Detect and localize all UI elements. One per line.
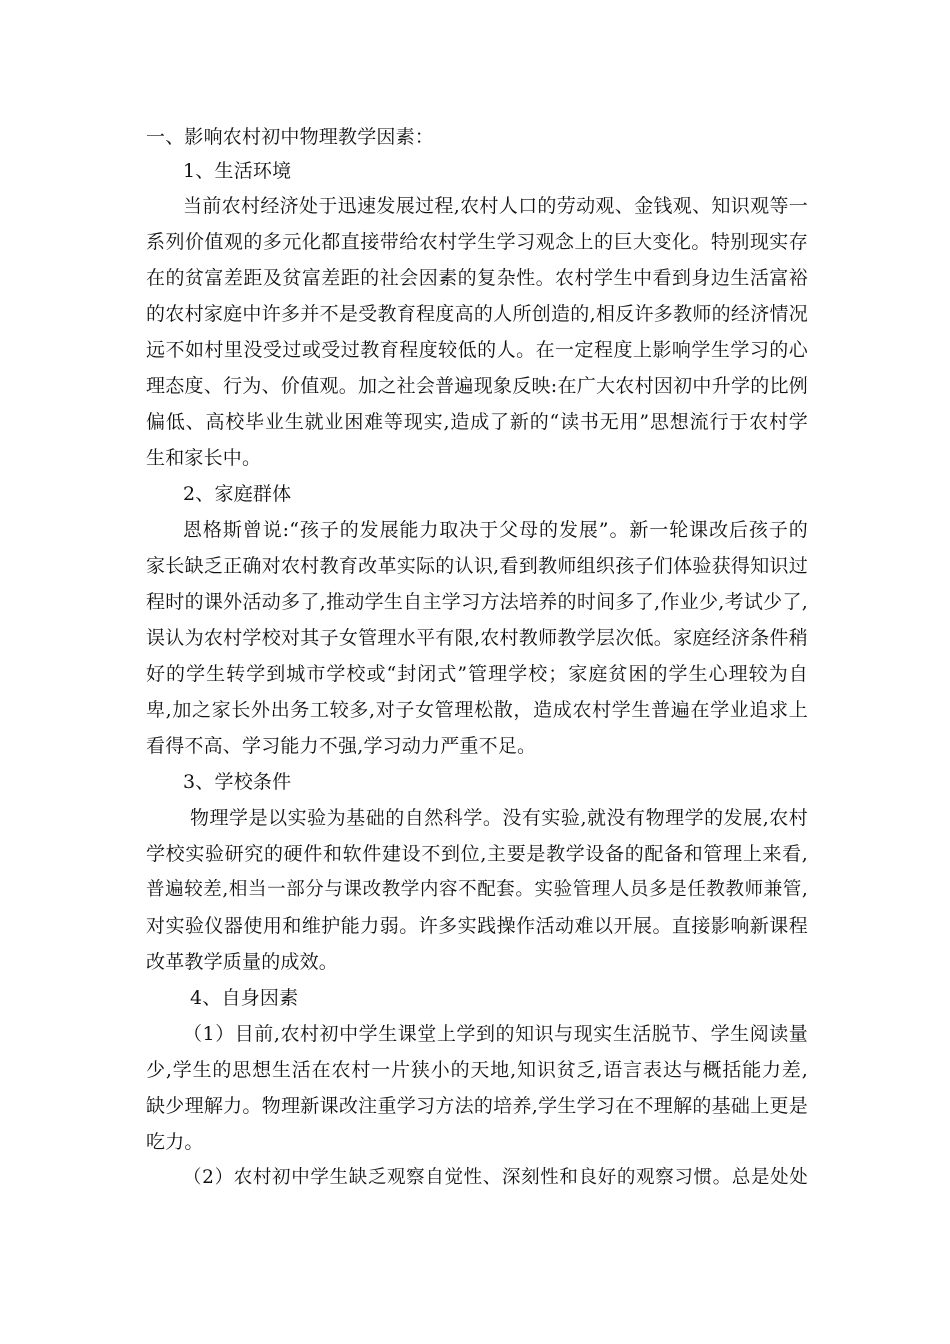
paragraph-line: （1）目前,农村初中学生课堂上学到的知识与现实生活脱节、学生阅读量 [183, 1023, 808, 1045]
paragraph-line: 缺少理解力。物理新课改注重学习方法的培养,学生学习在不理解的基础上更是 [146, 1095, 808, 1117]
paragraph-line: 程时的课外活动多了,推动学生自主学习方法培养的时间多了,作业少,考试少了, [146, 591, 808, 613]
paragraph-line: 普遍较差,相当一部分与课改教学内容不配套。实验管理人员多是任教教师兼管, [146, 879, 808, 900]
paragraph-line: 理态度、行为、价值观。加之社会普遍现象反映:在广大农村因初中升学的比例 [146, 375, 808, 397]
paragraph-line: 卑,加之家长外出务工较多,对子女管理松散，造成农村学生普遍在学业追求上 [146, 699, 808, 721]
paragraph-line: 偏低、高校毕业生就业困难等现实,造成了新的“读书无用”思想流行于农村学 [146, 411, 808, 433]
paragraph-line: 少,学生的思想生活在农村一片狭小的天地,知识贫乏,语言表达与概括能力差, [146, 1059, 808, 1081]
paragraph-line: 的农村家庭中许多并不是受教育程度高的人所创造的,相反许多教师的经济情况 [146, 303, 808, 325]
paragraph-line: 生和家长中。 [146, 447, 262, 469]
paragraph-line: 误认为农村学校对其子女管理水平有限,农村教师教学层次低。家庭经济条件稍 [146, 627, 808, 649]
paragraph-line: 系列价值观的多元化都直接带给农村学生学习观念上的巨大变化。特别现实存 [146, 231, 808, 253]
paragraph-line: 好的学生转学到城市学校或“封闭式”管理学校；家庭贫困的学生心理较为自 [146, 663, 808, 685]
paragraph-line: 远不如村里没受过或受过教育程度较低的人。在一定程度上影响学生学习的心 [146, 339, 808, 361]
section-heading-1: 1、生活环境 [183, 160, 292, 182]
section-heading-3: 3、学校条件 [183, 771, 292, 793]
paragraph-line: 在的贫富差距及贫富差距的社会因素的复杂性。农村学生中看到身边生活富裕 [146, 267, 808, 289]
paragraph-line: 物理学是以实验为基础的自然科学。没有实验,就没有物理学的发展,农村 [190, 807, 808, 829]
paragraph-line: 看得不高、学习能力不强,学习动力严重不足。 [146, 735, 537, 757]
document-title: 一、影响农村初中物理教学因素： [146, 126, 435, 148]
paragraph-line: （2）农村初中学生缺乏观察自觉性、深刻性和良好的观察习惯。总是处处 [183, 1167, 808, 1188]
paragraph-line: 吃力。 [146, 1131, 204, 1153]
paragraph-line: 家长缺乏正确对农村教育改革实际的认识,看到教师组织孩子们体验获得知识过 [146, 555, 808, 577]
section-heading-4: 4、自身因素 [190, 987, 299, 1009]
section-heading-2: 2、家庭群体 [183, 483, 292, 505]
paragraph-line: 学校实验研究的硬件和软件建设不到位,主要是教学设备的配备和管理上来看, [146, 843, 808, 865]
paragraph-line: 对实验仪器使用和维护能力弱。许多实践操作活动难以开展。直接影响新课程 [146, 915, 808, 937]
paragraph-line: 恩格斯曾说:“孩子的发展能力取决于父母的发展”。新一轮课改后孩子的 [183, 519, 808, 541]
paragraph-line: 改革教学质量的成效。 [146, 951, 339, 973]
paragraph-line: 当前农村经济处于迅速发展过程,农村人口的劳动观、金钱观、知识观等一 [183, 195, 808, 217]
